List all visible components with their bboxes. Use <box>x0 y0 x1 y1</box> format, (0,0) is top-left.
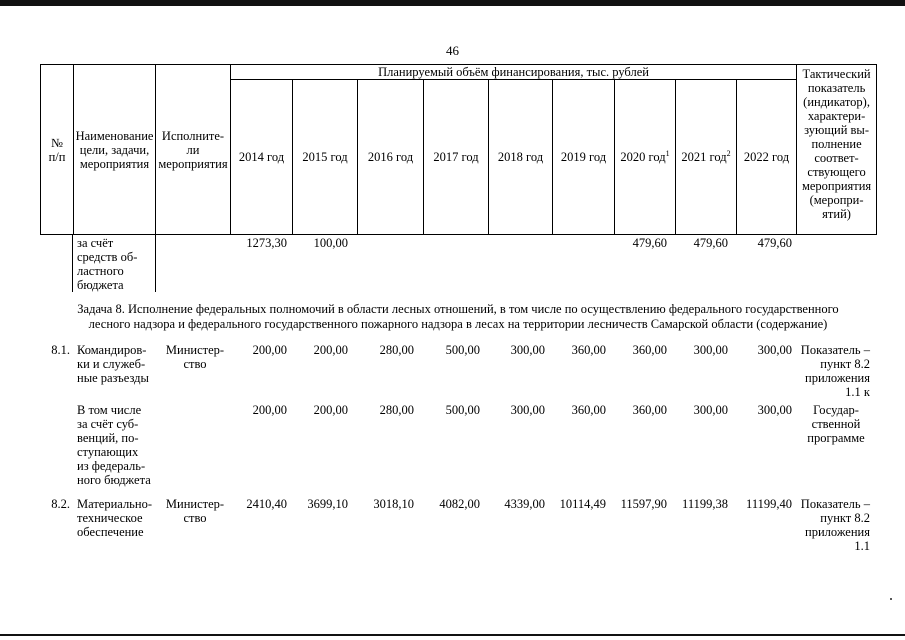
header-name: Наименование цели, задачи, мероприятия <box>74 65 156 235</box>
value-cell: 280,00 <box>379 403 414 417</box>
value-cell: 3018,10 <box>373 497 414 511</box>
row-8-2-executor: Министер- ство <box>165 497 225 525</box>
value-cell: 1273,30 <box>246 236 287 250</box>
header-executor: Исполните- ли мероприятия <box>156 65 231 235</box>
header-year-8 <box>737 80 797 235</box>
regional-row-label: за счёт средств об- ластного бюджета <box>77 236 138 292</box>
row-8-1-executor: Министер- ство <box>165 343 225 371</box>
value-cell: 479,60 <box>757 236 792 250</box>
header-indicator: Тактический показатель (индикатор), характери- зующий вы- полнение соответ- ствующего мероприятия (меропри- ятий) <box>797 65 877 235</box>
value-cell: 3699,10 <box>307 497 348 511</box>
footnote-marker: 1 <box>665 148 670 158</box>
value-cell: 100,00 <box>313 236 348 250</box>
value-cell: 280,00 <box>379 343 414 357</box>
row-8-2-number: 8.2. <box>51 497 70 511</box>
header-year-label: 2018 год <box>497 150 544 164</box>
page-number: 46 <box>446 43 459 58</box>
row-8-1-subvention-indicator: Государ- ственной программе <box>807 403 865 445</box>
header-year-label: 2021 год <box>681 150 727 164</box>
value-cell: 500,00 <box>445 403 480 417</box>
header-year-0 <box>231 80 293 235</box>
row-8-1-name: Командиров- ки и служеб- ные разъезды <box>77 343 149 385</box>
task-8-heading: Задача 8. Исполнение федеральных полномочий в области лесных отношений, в том числе по осуществлению федерального государственного лесного надзора и федерального государственного пожарного надзора в лесах на территории лесничеств Самарской области (содержание) <box>77 302 839 331</box>
value-cell: 479,60 <box>693 236 728 250</box>
value-cell: 11597,90 <box>620 497 667 511</box>
value-cell: 11199,40 <box>746 497 792 511</box>
row-8-1-number: 8.1. <box>51 343 70 357</box>
value-cell: 200,00 <box>252 403 287 417</box>
value-cell: 200,00 <box>313 403 348 417</box>
value-cell: 4082,00 <box>439 497 480 511</box>
header-year-label: 2017 год <box>433 150 479 164</box>
header-financing: Планируемый объём финансирования, тыс. рублей <box>231 65 797 80</box>
header-year-3 <box>424 80 489 235</box>
value-cell: 300,00 <box>510 403 545 417</box>
value-cell: 360,00 <box>571 403 606 417</box>
row-8-1-subvention-name: В том числе за счёт суб- венций, по- ступающих из федераль- ного бюджета <box>77 403 151 487</box>
header-year-label: 2020 год <box>620 150 666 164</box>
value-cell: 479,60 <box>632 236 667 250</box>
row-8-1-indicator: Показатель – пункт 8.2 приложения 1.1 к <box>800 343 870 399</box>
value-cell: 4339,00 <box>504 497 545 511</box>
row-8-2-name: Материально- техническое обеспечение <box>77 497 152 539</box>
header-year-6 <box>615 80 676 235</box>
value-cell: 10114,49 <box>559 497 606 511</box>
header-num: № п/п <box>41 65 74 235</box>
scan-bottom-border <box>0 634 905 636</box>
header-year-1 <box>293 80 358 235</box>
header-year-2 <box>358 80 424 235</box>
value-cell: 300,00 <box>757 403 792 417</box>
header-year-label: 2015 год <box>302 150 348 164</box>
value-cell: 360,00 <box>632 403 667 417</box>
header-year-5 <box>553 80 615 235</box>
value-cell: 360,00 <box>571 343 606 357</box>
value-cell: 2410,40 <box>246 497 287 511</box>
footnote-marker: 2 <box>726 148 731 158</box>
header-year-label: 2019 год <box>560 150 607 164</box>
value-cell: 500,00 <box>445 343 480 357</box>
header-year-label: 2014 год <box>238 150 285 164</box>
header-year-label: 2022 год <box>743 150 790 164</box>
financing-table-header <box>40 64 877 235</box>
value-cell: 200,00 <box>313 343 348 357</box>
value-cell: 300,00 <box>757 343 792 357</box>
header-year-7 <box>676 80 737 235</box>
left-border-continuation <box>72 234 73 292</box>
value-cell: 360,00 <box>632 343 667 357</box>
name-border-continuation <box>155 234 156 292</box>
row-8-2-indicator: Показатель – пункт 8.2 приложения 1.1 <box>800 497 870 553</box>
scan-top-border <box>0 0 905 6</box>
value-cell: 300,00 <box>693 403 728 417</box>
value-cell: 200,00 <box>252 343 287 357</box>
value-cell: 300,00 <box>510 343 545 357</box>
header-year-4 <box>489 80 553 235</box>
value-cell: 300,00 <box>693 343 728 357</box>
scan-speck <box>890 598 892 600</box>
header-year-label: 2016 год <box>367 150 414 164</box>
value-cell: 11199,38 <box>682 497 728 511</box>
